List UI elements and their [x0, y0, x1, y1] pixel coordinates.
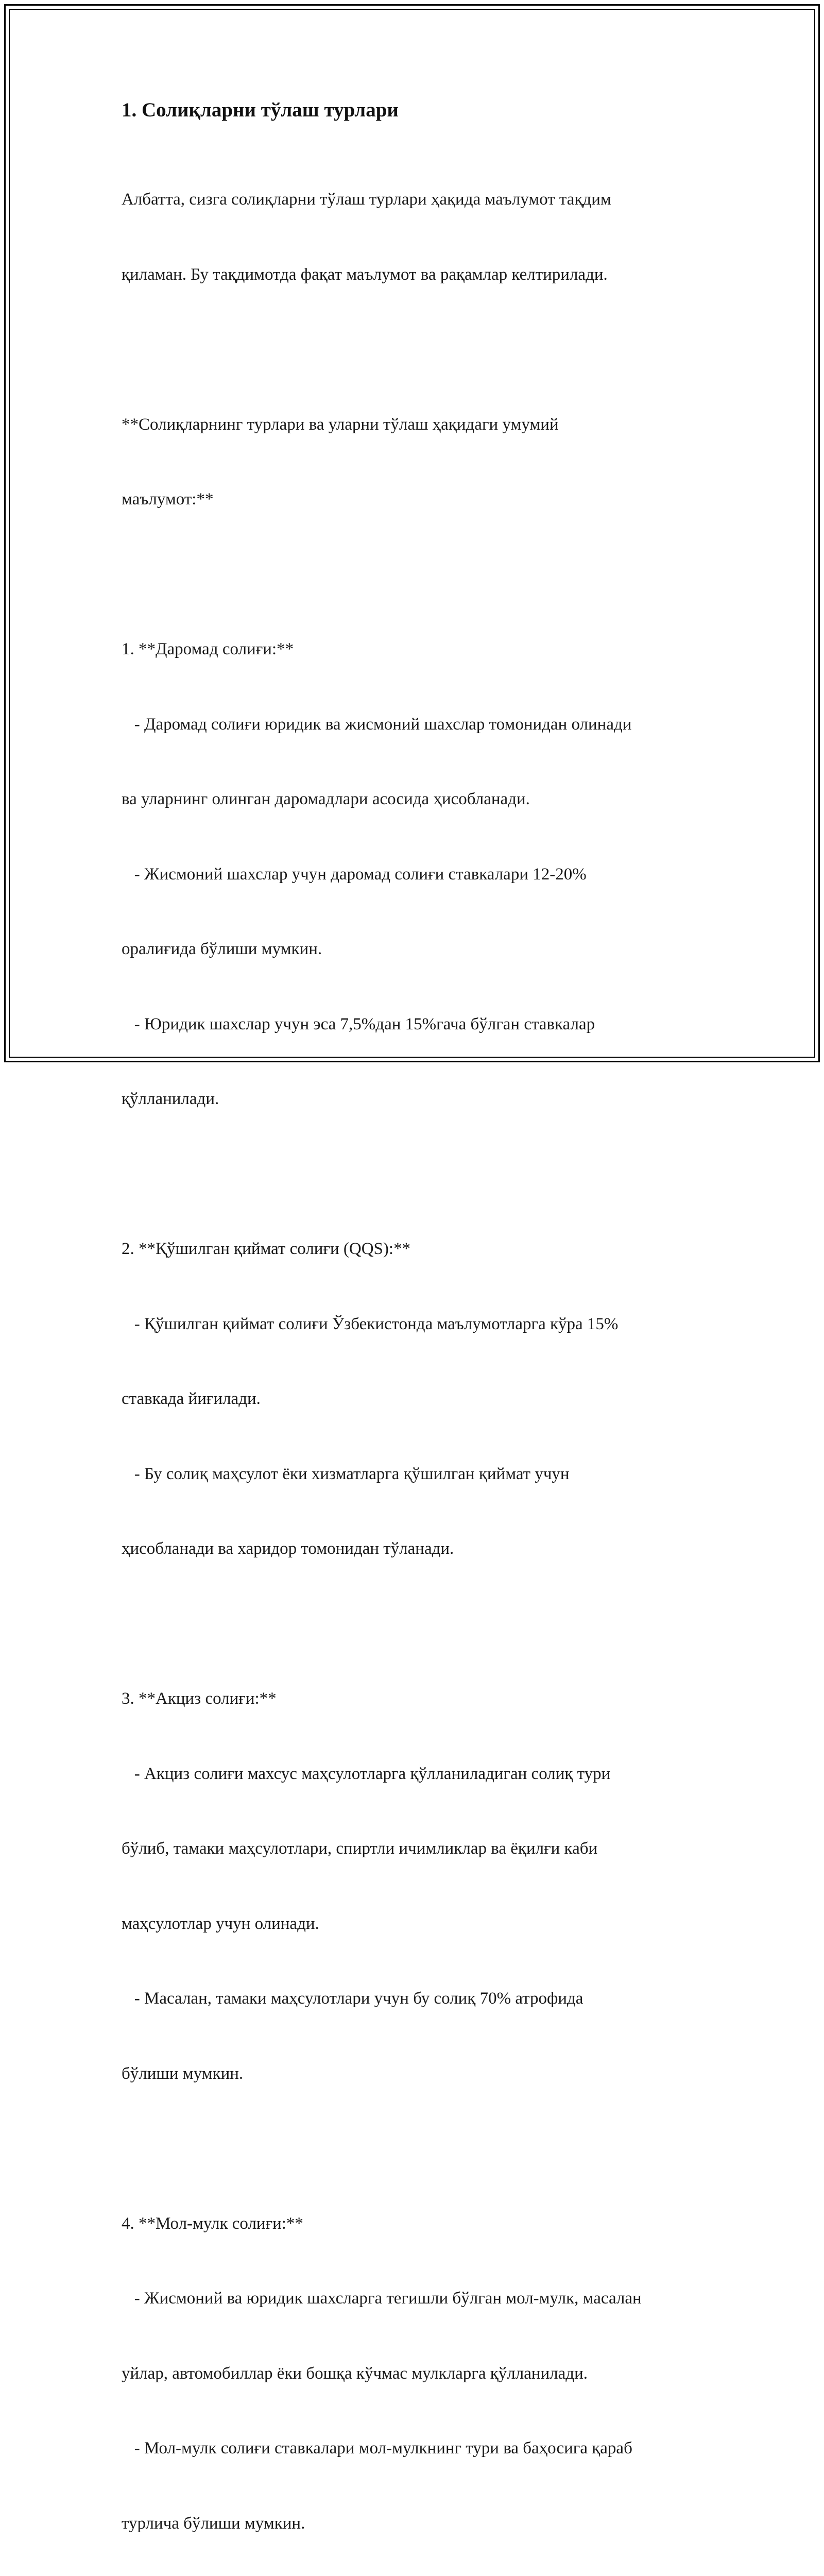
text-line: қўлланилади.: [122, 1090, 219, 1108]
text-line: - Мол-мулк солиғи ставкалари мол-мулкнинг тури ва баҳосига қараб: [122, 2439, 632, 2458]
text-line: 4. **Мол-мулк солиғи:**: [122, 2214, 303, 2233]
text-line: - Акциз солиғи махсус маҳсулотларга қўлланиладиган солиқ тури: [122, 1764, 611, 1783]
text-line: - Даромад солиғи юридик ва жисмоний шахслар томонидан олинади: [122, 715, 632, 734]
text-line: [122, 2136, 709, 2161]
text-line: 2. **Қўшилган қиймат солиғи (QQS):**: [122, 1240, 411, 1258]
text-line: ставкада йиғилади.: [122, 1389, 261, 1408]
text-line: бўлиб, тамаки маҳсулотлари, спиртли ичимликлар ва ёқилғи каби: [122, 1839, 598, 1858]
text-line: 3. **Акциз солиғи:**: [122, 1689, 277, 1708]
text-line: бўлиши мумкин.: [122, 2064, 244, 2083]
text-line: [122, 1162, 709, 1187]
document-text: [122, 137, 709, 2576]
text-line: қиламан. Бу тақдимотда фақат маълумот ва рақамлар келтирилади.: [122, 265, 608, 284]
text-line: ҳисобланади ва харидор томонидан тўланади.: [122, 1539, 454, 1558]
text-line: - Қўшилган қиймат солиғи Ўзбекистонда маълумотларга кўра 15%: [122, 1314, 619, 1333]
text-line: Албатта, сизга солиқларни тўлаш турлари ҳақида маълумот тақдим: [122, 190, 611, 209]
text-line: - Жисмоний ва юридик шахсларга тегишли бўлган мол-мулк, масалан: [122, 2289, 642, 2308]
text-line: уйлар, автомобиллар ёки бошқа кўчмас мулкларга қўлланилади.: [122, 2364, 588, 2383]
text-line: - Жисмоний шахслар учун даромад солиғи ставкалари 12-20%: [122, 865, 587, 884]
text-line: **Солиқларнинг турлари ва уларни тўлаш ҳақидаги умумий: [122, 415, 559, 434]
text-line: маҳсулотлар учун олинади.: [122, 1914, 319, 1933]
text-line: - Масалан, тамаки маҳсулотлари учун бу солиқ 70% атрофида: [122, 1989, 583, 2008]
text-line: турлича бўлиши мумкин.: [122, 2514, 305, 2533]
document-title: 1. Солиқларни тўлаш турлари: [122, 99, 399, 121]
text-line: [122, 562, 709, 587]
text-line: - Юридик шахслар учун эса 7,5%дан 15%гача бўлган ставкалар: [122, 1014, 595, 1033]
text-line: [122, 337, 709, 362]
text-line: - Бу солиқ маҳсулот ёки хизматларга қўшилган қиймат учун: [122, 1464, 570, 1483]
text-line: ва уларнинг олинган даромадлари асосида ҳисобланади.: [122, 790, 530, 808]
text-line: оралиғида бўлиши мумкин.: [122, 940, 322, 958]
text-line: 1. **Даромад солиғи:**: [122, 640, 294, 658]
text-line: [122, 1612, 709, 1637]
text-line: маълумот:**: [122, 490, 214, 509]
document-body: [122, 98, 709, 2576]
